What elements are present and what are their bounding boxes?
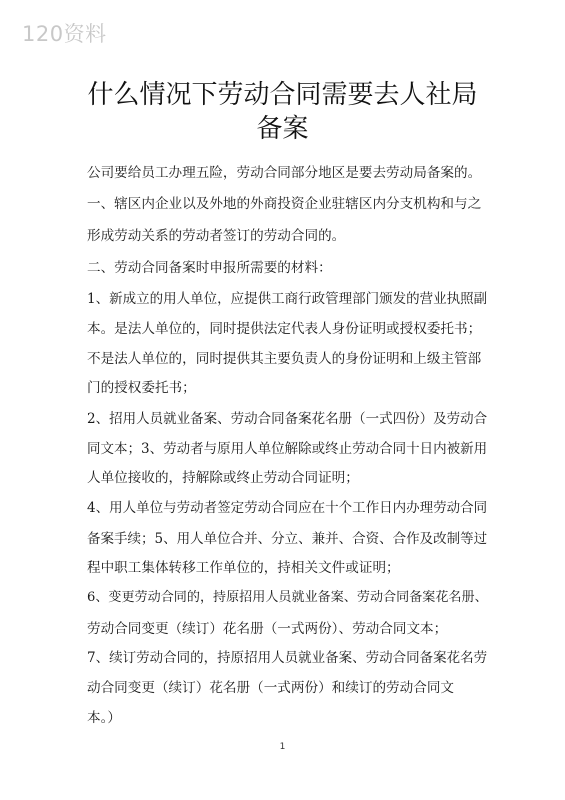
body-line: 程中职工集体转移工作单位的，持相关文件或证明；	[87, 560, 400, 576]
body-line: 劳动合同变更（续订）花名册（一式两份）、劳动合同文本；	[87, 621, 448, 637]
body-line: 7、续订劳动合同的，持原招用人员就业备案、劳动合同备案花名劳	[87, 650, 488, 666]
body-line: 本。）	[87, 710, 121, 726]
body-line: 人单位接收的，持解除或终止劳动合同证明；	[87, 470, 359, 486]
body-line: 不是法人单位的，同时提供其主要负责人的身份证明和上级主管部	[87, 351, 482, 367]
body-line: 同文本；3、劳动者与原用人单位解除或终止劳动合同十日内被新用	[87, 441, 488, 457]
body-line: 门的授权委托书；	[87, 380, 196, 396]
body-line: 4、用人单位与劳动者签定劳动合同应在十个工作日内办理劳动合同	[87, 500, 488, 516]
title-line-1: 什么情况下劳动合同需要去人社局	[87, 80, 478, 110]
body-line: 1、新成立的用人单位，应提供工商行政管理部门颁发的营业执照副	[87, 291, 488, 307]
body-line: 6、变更劳动合同的，持原招用人员就业备案、劳动合同备案花名册、	[87, 590, 488, 605]
body-line: 动合同变更（续订）花名册（一式两份）和续订的劳动合同文	[87, 680, 455, 696]
body-line: 2、招用人员就业备案、劳动合同备案花名册（一式四份）及劳动合	[87, 411, 488, 427]
page-number: 1	[279, 742, 286, 752]
body-line: 一、辖区内企业以及外地的外商投资企业驻辖区内分支机构和与之	[87, 196, 482, 212]
body-line: 本。是法人单位的，同时提供法定代表人身份证明或授权委托书；	[87, 321, 482, 337]
body-line: 备案手续；5、用人单位合并、分立、兼并、合资、合作及改制等过	[87, 531, 488, 547]
body-line: 形成劳动关系的劳动者签订的劳动合同的。	[87, 228, 346, 244]
body-line: 公司要给员工办理五险，劳动合同部分地区是要去劳动局备案的。	[87, 165, 482, 181]
body-line: 二、劳动合同备案时申报所需要的材料：	[87, 260, 332, 276]
document-title	[60, 78, 505, 146]
watermark: 120资料	[22, 22, 107, 46]
title-line-2: 备案	[256, 114, 309, 144]
